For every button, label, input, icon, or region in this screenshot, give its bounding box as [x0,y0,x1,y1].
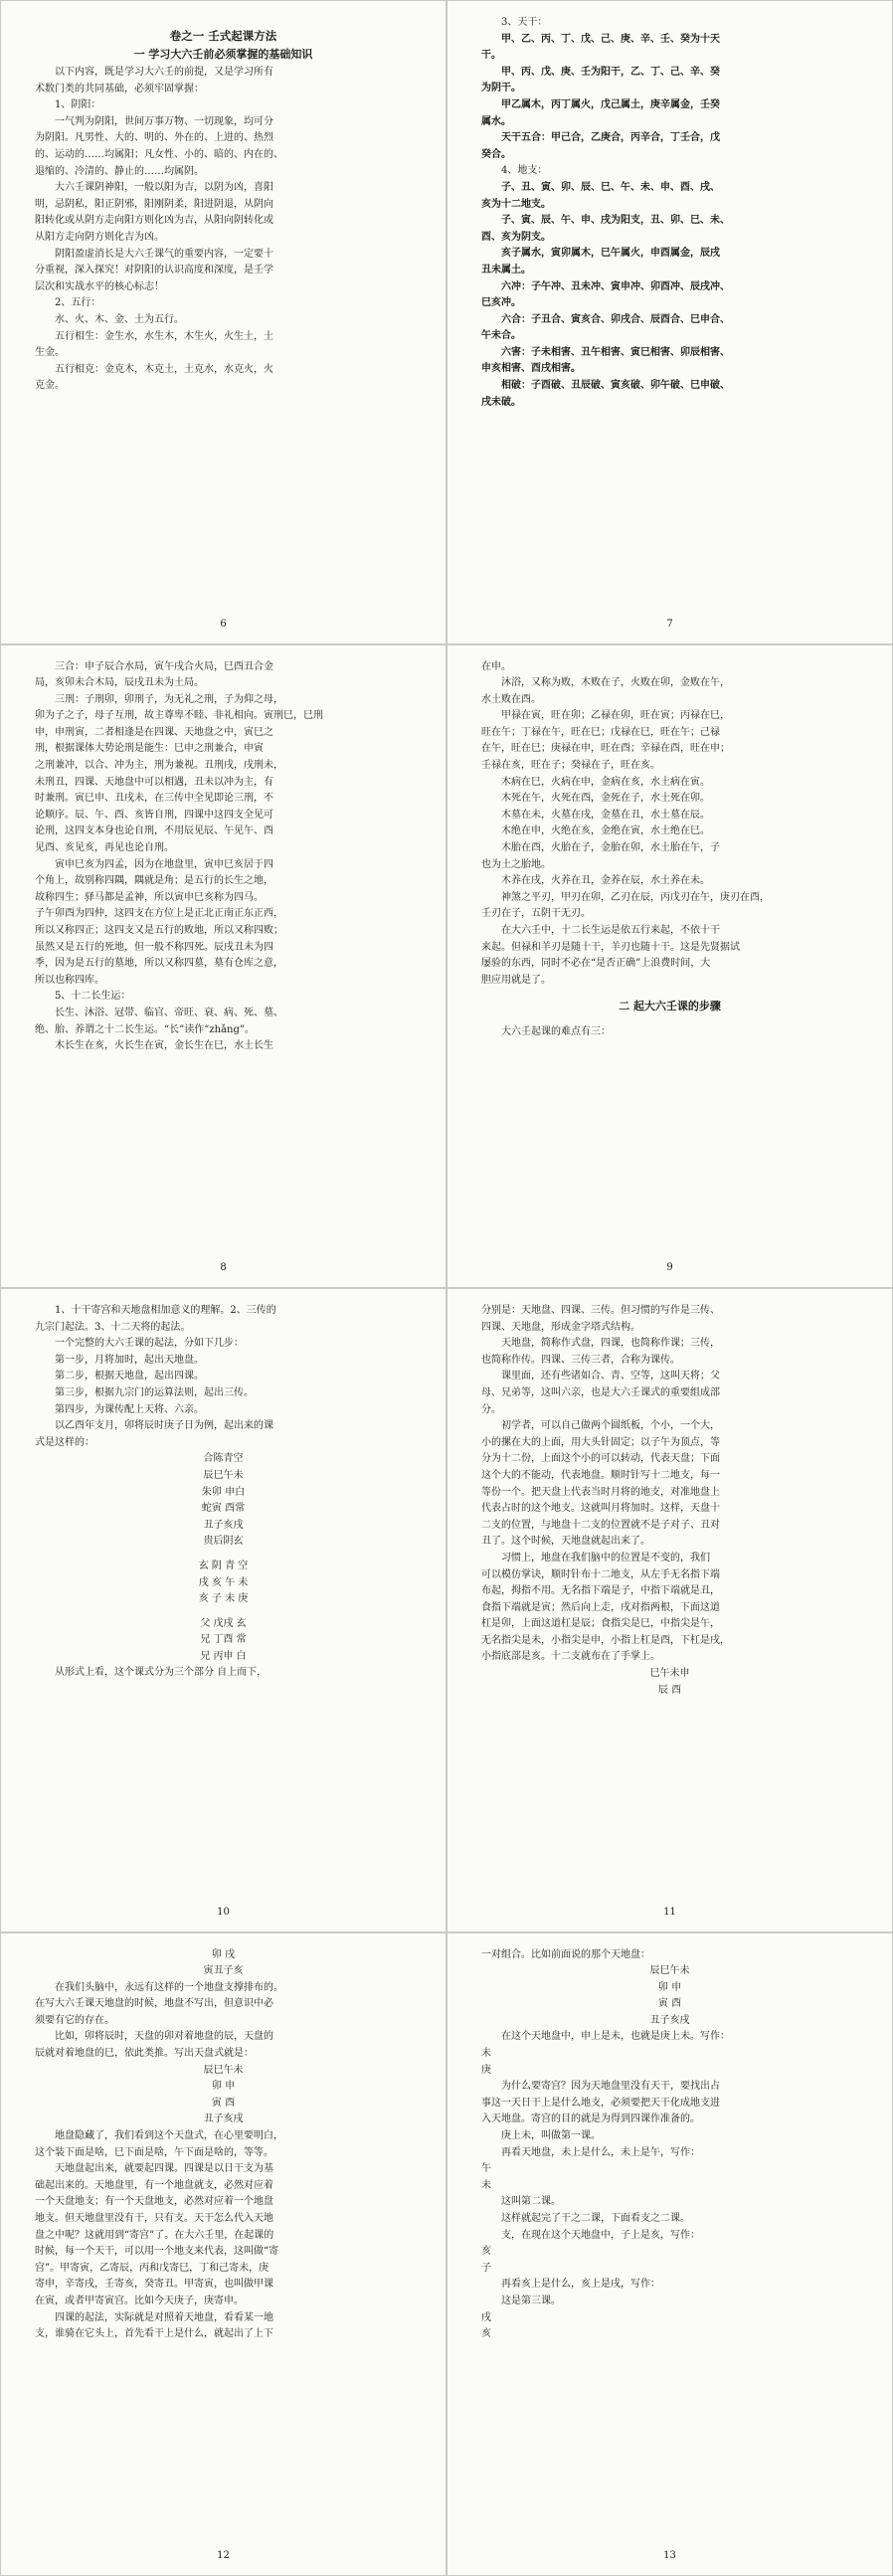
text-line: 合陈青空 [203,1453,244,1465]
book-page-7 [446,0,893,644]
text-line: 在午，旺在巳；庚禄在申，旺在酉；辛禄在酉，旺在申； [481,743,730,755]
text-line: 木死在午，火死在酉，金死在子，水土死在卯。 [501,793,710,805]
text-line: 申，申刑寅，二者相逢是在四课、天地盘之中，寅巳之 [35,726,273,738]
text-line: 子午卯酉为四仲，这四支在方位上是正北正南正东正西， [35,908,283,920]
text-line: 在这个天地盘中，申上是未，也就是庚上未。写作： [501,2031,730,2043]
book-page-9 [446,644,893,1289]
text-line: 神煞之平刃，甲刃在卯，乙刃在辰，丙戊刃在午，庚刃在酉， [501,891,770,903]
text-line: 分。 [481,1403,501,1415]
text-line: 之刑兼冲，以合、冲为主，刑为兼视。丑刑戌，戌刑未， [35,760,283,772]
text-line: 午未合。 [481,330,521,342]
text-line: 亥 [481,2328,491,2340]
text-line: 退缩的、冷清的、静止的……均属阴。 [35,165,204,177]
text-line: 父 戊戌 玄 [200,1617,247,1629]
text-line: 戌 [481,2311,491,2323]
text-line: 寅 酉 [657,1998,682,2010]
text-line: 辰巳午未 [203,1469,244,1481]
text-line: 甲禄在寅，旺在卯；乙禄在卯，旺在寅；丙禄在巳， [501,710,730,722]
book-page-11 [446,1288,893,1932]
text-line: 在我们头脑中，永远有这样的一个地盘支撑排布的。 [55,1981,283,1993]
text-line: 宫”。甲寄寅，乙寄辰，丙和戊寄巳，丁和己寄未，庚 [35,2262,269,2274]
text-line: 刑，根据课体大势论刑是能生：巳申之刑兼合，申寅 [35,743,264,755]
text-line: 甲、乙、丙、丁、戊、己、庚、辛、壬、癸为十天 [501,33,720,45]
text-line: 在写大六壬课天地盘的时候，地盘不写出，但意识中必 [35,1998,273,2010]
text-line: 三刑：子刑卯，卯刑子，为无礼之刑，子为仰之母， [55,693,283,705]
text-line: 寅申巳亥为四孟，因为在地盘里，寅申巳亥居于四 [55,858,273,870]
text-line: 入天地盘。寄宫的目的就是为得到四课作准备的。 [481,2114,700,2125]
text-line [481,989,858,997]
text-line: 从形式上看，这个课式分为三个部分 自上而下， [55,1667,268,1679]
text-line: 为什么要寄宫？因为天地盘里没有天干，要找出占 [501,2081,720,2093]
page-number: 6 [220,618,227,630]
book-page-10 [0,1288,446,1932]
text-line: 甲乙属木，丙丁属火，戊己属土，庚辛属金，壬癸 [501,98,720,110]
text-line: 分别是：天地盘、四课、三传。但习惯的写作是三传、 [481,1305,720,1316]
text-line: 绝、胎、养谓之十二长生运。“长”读作“zhǎng”。 [35,1023,255,1035]
text-line: 天干五合：甲己合，乙庚合，丙辛合，丁壬合，戊 [501,132,720,144]
text-line: 辰巳午未 [203,2064,244,2076]
text-line: 时候，每一个天干，可以用一个地支来代表，这叫做“寄 [35,2246,279,2258]
text-line: 子、丑、寅、卯、辰、巳、午、未、申、酉、戌、 [501,181,720,193]
text-line: 丑子亥戌 [203,1519,244,1531]
text-line: 庚 [481,2064,491,2076]
text-line: 这叫第二课。 [501,2196,561,2208]
text-line: 庚上未，叫做第一课。 [501,2130,601,2142]
text-line: 水土败在酉。 [481,693,541,705]
text-line: 在申。 [481,660,511,672]
text-line: 木墓在未，火墓在戌，金墓在丑，水土墓在辰。 [501,809,710,821]
text-line: 寄申，辛寄戌，壬寄亥，癸寄丑。甲寄寅，也叫做甲课 [35,2279,273,2291]
text-line: 六合：子丑合、寅亥合、卯戌合、辰酉合、巳申合、 [501,313,730,325]
text-line: 寅丑子亥 [203,1965,244,1977]
text-line: 子、寅、辰、午、申、戌为阳支，丑、卯、巳、未、 [501,215,730,227]
text-line: 未 [481,2048,491,2060]
text-line: 5、十二长生运： [55,991,131,1003]
text-line: 卯 戌 [211,1948,236,1960]
text-line: 木绝在申，火绝在亥，金绝在寅，水土绝在巳。 [501,826,710,837]
text-line: 再看亥上是什么，亥上是戌，写作： [501,2279,660,2291]
text-line: 九宗门起法。3、十二天将的起法。 [35,1321,191,1333]
book-page-12 [0,1932,446,2576]
text-line: 从阳方走向阴方则化吉为凶。 [35,231,164,243]
text-line: 故称四生；驿马都是孟神，所以寅申巳亥称为四马。 [35,891,264,903]
text-line: 戌 亥 午 未 [198,1576,249,1588]
text-line: 个角上，故别称四隅，隅就是角；是五行的长生之地， [35,875,273,887]
text-line: 见酉、亥见亥，再见也论自刑。 [35,842,174,854]
text-line: 地支。但天地盘里没有干，只有支。天干怎么代入天地 [35,2213,273,2224]
text-line: 胆应用就是了。 [481,974,551,986]
text-line: 生金。 [35,347,65,359]
text-line: 四课的起法，实际就是对照着天地盘，看看某一地 [55,2311,273,2323]
text-line: 以下内容，既是学习大六壬的前提，又是学习所有 [55,67,273,78]
text-line: 无名指尖是未，小指尖是申，小指上杠是酉，下杠是戌， [481,1634,730,1646]
text-line: 地盘隐藏了，我们看到这个天盘式，在心里要明白， [55,2130,283,2142]
text-line: 亥子属水，寅卯属木，巳午属火，申酉属金，辰戌 [501,248,720,260]
text-line: 一个完整的大六壬课的起法，分如下几步： [55,1338,244,1350]
text-line: 所以又称四正；这四支又是五行的败地，所以又称四败； [35,925,283,936]
section-heading: 二 起大六壬课的步骤 [619,1000,721,1013]
text-line: 以乙酉年支月，卯将辰时庚子日为例，起出来的课 [55,1420,273,1432]
text-line: 兄 丁酉 常 [200,1634,247,1646]
text-line: 干。 [481,50,501,62]
text-line: 甲、丙、戊、庚、壬为阳干，乙、丁、己、辛、癸 [501,66,720,78]
text-line: 在寅，或者甲寄寅宫。比如今天庚子，庚寄申。 [35,2295,244,2306]
text-line [35,1551,412,1559]
text-line: 长生、沐浴、冠带、临官、帝旺、衰、病、死、墓、 [55,1007,283,1018]
text-line: 这个装下面是啥，巳下面是啥，午下面是啥的，等等。 [35,2146,273,2158]
text-line: 五行相生：金生水，水生木，木生火，火生土，土 [55,330,273,342]
text-line: 子 [481,2262,491,2274]
text-line: 癸合。 [481,148,511,160]
text-line: 这个大的不能动，代表地盘。顺时针写十二地支，每一 [481,1469,720,1481]
text-line: 时兼刑。寅巳申、丑戌未，在三传中全见即论三刑，不 [35,793,273,805]
book-page-8 [0,644,446,1289]
text-line: 布起，拇指不用。无名指下端是子，中指下端就是丑， [481,1585,720,1597]
page-number: 11 [663,1906,676,1918]
text-line: 第四步，为课传配上天将、六亲。 [55,1403,204,1415]
text-line: 壬禄在亥，旺在子；癸禄在子，旺在亥。 [481,760,660,772]
text-line: 申亥相害、酉戌相害。 [481,363,581,375]
text-line: 巳午未申 [649,1668,690,1680]
text-line: 未 [481,2179,491,2191]
text-line: 辰巳午未 [649,1965,690,1977]
book-page-13 [446,1932,893,2576]
text-line: 小指底部是亥。十二支就布在了手掌上。 [481,1651,660,1663]
text-line: 朱卯 申白 [201,1486,246,1498]
text-line: 盘之中呢？这就用到“寄宫”了。在大六壬里，在起课的 [35,2229,274,2241]
text-line: 季，因为是五行的墓地，所以又称四墓，墓有仓库之意， [35,958,283,970]
text-line: 母、兄弟等，这叫六亲，也是大六壬课式的重要组成部 [481,1386,720,1398]
text-line: 食指下端就是寅；然后向上走，戌对指两根，下面这道 [481,1601,720,1613]
text-line: 可以模仿掌诀，顺时针布十二地支，从左手无名指下端 [481,1568,720,1580]
text-line: 壬刃在子，五阴干无刃。 [481,908,591,920]
text-line: 所以也称四库。 [35,974,104,986]
text-line: 木胎在酉，火胎在子，金胎在卯，水土胎在午，子 [501,842,720,854]
text-line: 沐浴，又称为败，木败在子，火败在卯，金败在午， [501,677,730,689]
text-line: 一气判为阴阳，世间万事万物、一切现象，均可分 [55,115,273,127]
text-line: 亥 [481,2246,491,2258]
text-line: 2、五行： [55,297,101,309]
text-line: 大六壬课阴神阳，一般以阳为吉，以阴为凶，喜阳 [55,182,273,194]
text-line: 属水。 [481,115,511,127]
text-line: 木养在戌，火养在丑，金养在辰，水土养在未。 [501,875,710,887]
text-line: 论刑，这四支本身也论自刑，不用辰见辰、午见午、酉 [35,826,273,837]
text-line: 础起出来的。天地盘里，有一个地盘就支，必然对应着 [35,2179,273,2191]
text-line: 来起。但禄和羊刃是随十干，羊刃也随十干。这是先贤据试 [481,941,740,953]
text-line: 相破：子酉破、丑辰破、寅亥破、卯午破、巳申破、 [501,380,730,392]
text-line: 分为十二份，上面这个小的可以转动，代表天盘；下面 [481,1453,720,1465]
text-line: 的、运动的……均属阳；凡女性、小的、暗的、内在的、 [35,148,283,160]
text-line: 术数门类的共同基础，必须牢固掌握： [35,83,204,94]
text-line: 1、阴阳： [55,99,101,111]
text-line: 比如，卯将辰时，天盘的卯对着地盘的辰，天盘的 [55,2031,273,2043]
text-line: 杠是卯，上面这道杠是辰；食指尖是巳，中指尖是午， [481,1618,720,1630]
text-line: 式是这样的： [35,1436,94,1448]
text-line: 为阴干。 [481,83,521,94]
text-line: 五行相克：金克木，木克土，土克水，水克火，火 [55,363,273,375]
text-line [35,1608,412,1616]
text-line: 支，在现在这个天地盘中，子上是亥，写作： [501,2229,700,2241]
text-line: 支，谁骑在它头上，首先看干上是什么，就起出了上下 [35,2328,273,2340]
section-heading: 一 学习大六壬前必须掌握的基础知识 [133,48,313,61]
text-line: 代表占时的这个地支。这就叫月将加时。这样，天盘十 [481,1503,720,1515]
text-line: 三合：申子辰合水局，寅午戌合火局，巳酉丑合金 [55,660,273,672]
text-line: 二支的位置，与地盘十二支的位置就不是子对子、丑对 [481,1519,720,1531]
text-line: 也为土之胎地。 [481,858,551,870]
text-line: 木病在巳，火病在申，金病在亥，水土病在寅。 [501,776,710,788]
text-line: 巳亥冲。 [481,297,521,309]
text-line: 未刑丑，四课、天地盘中可以相遇，丑未以冲为主，有 [35,776,273,788]
chapter-title: 卷之一 壬式起课方法 [169,29,277,43]
text-line: 酉、亥为阴支。 [481,231,551,243]
page-number: 10 [217,1906,230,1918]
page-number: 9 [666,1262,673,1273]
text-line: 玄 阴 青 空 [198,1560,249,1571]
page-number: 13 [663,2550,676,2561]
text-line: 午 [481,2163,491,2175]
text-line: 为阴阳。凡男性、大的、明的、外在的、上进的、热烈 [35,132,273,144]
text-line: 等份一个。把天盘上代表当时月将的地支，对准地盘上 [481,1486,720,1498]
text-line: 天地盘，简称作式盘，四课，也简称作课；三传， [501,1338,720,1350]
text-line: 虽然又是五行的死地，但一般不称四死。辰戌丑未为四 [35,941,273,953]
text-line: 克金。 [35,380,65,392]
text-line: 戌未破。 [481,396,521,408]
text-line [481,1016,858,1024]
text-line: 水、火、木、金、土为五行。 [55,313,184,325]
text-line: 第二步，根据天地盘，起出四课。 [55,1371,204,1382]
book-page-6 [0,0,446,644]
text-line: 第一步，月将加时，起出天地盘。 [55,1354,204,1366]
text-line: 旺在午；丁禄在午，旺在巳；戊禄在巳，旺在午；己禄 [481,726,720,738]
text-line: 丑未属土。 [481,264,531,276]
text-line: 卯 申 [211,2081,236,2093]
text-line: 事这一天日干上是什么地支，必须要把天干化成地支进 [481,2097,720,2109]
text-line: 丑了。这个时候，天地盘就起出来了。 [481,1536,650,1548]
text-line: 亥为十二地支。 [481,198,551,210]
text-line: 须要有它的存在。 [35,2014,114,2026]
text-line: 层次和实战水平的核心标志！ [35,280,164,292]
text-line: 四课、天地盘，形成金字塔式结构。 [481,1321,640,1333]
text-line: 寅 酉 [211,2097,236,2109]
text-line: 习惯上，地盘在我们脑中的位置是不变的，我们 [501,1552,710,1564]
page-number: 8 [220,1262,227,1273]
text-line: 卯 申 [657,1981,682,1993]
text-line: 丑子亥戌 [203,2114,244,2125]
text-line: 大六壬起课的难点有三： [501,1026,611,1038]
text-line: 亥 子 未 庚 [198,1593,249,1605]
text-line: 4、地支： [501,165,548,177]
text-line: 阳转化或从阴方走向阳方则化凶为吉，从阳向阴转化或 [35,215,273,227]
text-line: 卯为子之子，母子互刑，故主尊卑不睦、非礼相向。寅刑巳，巳刑 [35,710,323,722]
text-line: 也简称作传。四课、三传三者，合称为课传。 [481,1354,680,1366]
text-line: 一对组合。比如前面说的那个天地盘： [481,1948,650,1960]
text-line: 一个天盘地支；有一个天盘地支，必然对应着一个地盘 [35,2196,273,2208]
text-line: 这样就起完了干之二课，下面看支之二课。 [501,2213,690,2224]
text-line: 第三步，根据九宗门的运算法则，起出三传。 [55,1386,254,1398]
text-line: 六害：子未相害、丑午相害、寅巳相害、卯辰相害、 [501,346,730,358]
page-number: 12 [217,2550,230,2561]
text-line: 木长生在亥，火长生在寅，金长生在巳，水土长生 [55,1040,273,1052]
text-line: 阴阳盈虚消长是大六壬课气的重要内容，一定要十 [55,248,273,260]
text-line: 屡验的东西，同时不必在“是否正确”上浪费时间，大 [481,958,711,970]
text-line: 在大六壬中，十二长生运是依五行来起，不依十干 [501,925,720,936]
text-line: 1、十干寄宫和天地盘相加意义的理解。2、三传的 [55,1305,276,1316]
text-line: 天地盘起出来，就要起四课。四课是以日干支为基 [55,2163,273,2175]
text-line: 课里面，还有些诸如合、青、空等，这叫天将；父 [501,1371,720,1382]
text-line: 贵后阴玄 [203,1536,244,1548]
text-line: 明，忌阴私，阳正阴邪，阳刚阴柔，阳进阴退，从阴向 [35,198,273,210]
text-line: 辰就对着地盘的巳，依此类推。写出天盘式就是： [35,2048,254,2060]
text-line: 分重视，深入探究！对阴阳的认识高度和深度，是壬学 [35,265,273,276]
text-line: 再看天地盘，未上是什么，未上是午，写作： [501,2146,700,2158]
text-line: 这是第三课。 [501,2295,561,2306]
text-line: 蛇寅 酉常 [201,1503,246,1515]
text-line: 局，亥卯未合木局，辰戌丑未为土局。 [35,677,204,689]
text-line: 小的摞在大的上面，用大头针固定；以子午为顶点，等 [481,1436,720,1448]
text-line: 初学者，可以自己做两个圆纸板，个小，一个大， [501,1420,720,1432]
text-line: 丑子亥戌 [649,2014,690,2026]
text-line: 六冲：子午冲、丑未冲、寅申冲、卯酉冲、辰戌冲、 [501,280,730,292]
text-line: 兄 丙申 白 [200,1650,247,1662]
page-number: 7 [666,618,673,630]
text-line: 3、天干： [501,17,548,28]
text-line: 论顺序。辰、午、酉、亥皆自刑，四课中这四支全见可 [35,809,273,821]
text-line: 辰 酉 [657,1684,682,1696]
